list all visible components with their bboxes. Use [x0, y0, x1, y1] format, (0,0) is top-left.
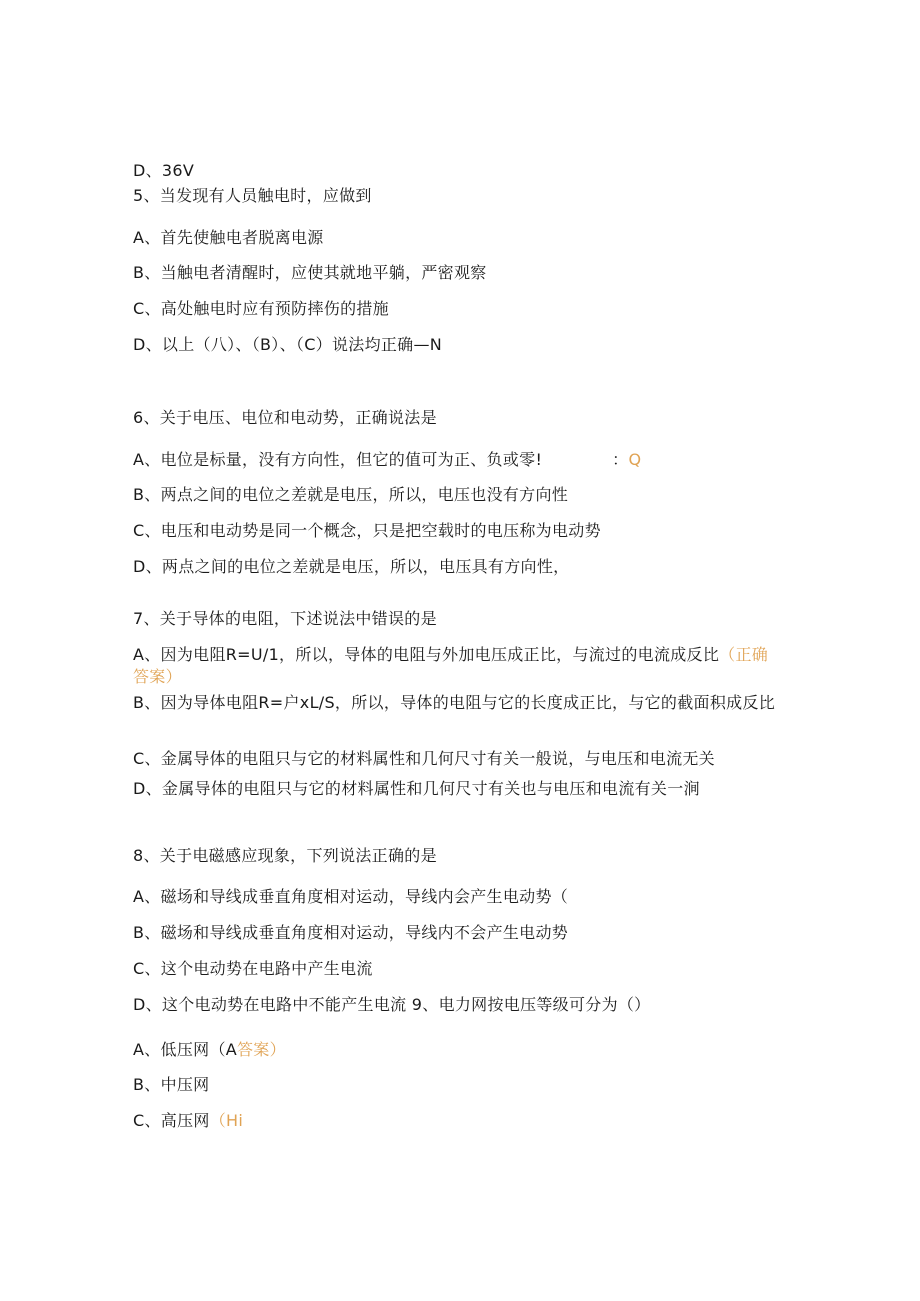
question-7: 7、关于导体的电阻，下述说法中错误的是: [133, 609, 437, 628]
option-a-q7: A、因为电阻R=U/1，所以，导体的电阻与外加电压成正比，与流过的电流成反比（正确答案）: [133, 645, 769, 686]
option-b-q6: B、两点之间的电位之差就是电压，所以，电压也没有方向性: [133, 485, 569, 504]
option-c-q9: C、高压网（Hi: [133, 1111, 244, 1130]
option-d-q8-and-question-9: D、这个电动势在电路中不能产生电流 9、电力网按电压等级可分为（）: [133, 995, 651, 1014]
option-a-q6: A、电位是标量，没有方向性，但它的值可为正、负或零! ：Q: [133, 450, 642, 469]
question-6: 6、关于电压、电位和电动势，正确说法是: [133, 408, 437, 427]
option-a-q5: A、首先使触电者脱离电源: [133, 228, 324, 247]
option-d-q6: D、两点之间的电位之差就是电压，所以，电压具有方向性，: [133, 557, 570, 576]
option-a-q8: A、磁场和导线成垂直角度相对运动，导线内会产生电动势（: [133, 887, 569, 906]
correct-answer-mark: （正确答案）: [133, 645, 769, 686]
answer-mark: 答案）: [237, 1040, 286, 1059]
option-d-q7: D、金属导体的电阻只与它的材料属性和几何尺寸有关也与电压和电流有关一涧: [133, 779, 700, 798]
option-c-q6: C、电压和电动势是同一个概念，只是把空载时的电压称为电动势: [133, 521, 601, 540]
option-c-q7: C、金属导体的电阻只与它的材料属性和几何尺寸有关一般说，与电压和电流无关: [133, 749, 715, 768]
question-8: 8、关于电磁感应现象，下列说法正确的是: [133, 846, 437, 865]
option-a-q9: A、低压网（A答案）: [133, 1040, 286, 1059]
option-b-q8: B、磁场和导线成垂直角度相对运动，导线内不会产生电动势: [133, 923, 569, 942]
answer-mark: （Hi: [209, 1111, 244, 1130]
option-d-q4: D、36V: [133, 161, 195, 180]
option-b-q5: B、当触电者清醒时，应使其就地平躺，严密观察: [133, 263, 487, 282]
option-c-q8: C、这个电动势在电路中产生电流: [133, 959, 373, 978]
option-b-q7: B、因为导体电阻R=户xL/S，所以，导体的电阻与它的长度成正比，与它的截面积成反比: [133, 693, 776, 712]
question-5: 5、当发现有人员触电时，应做到: [133, 186, 372, 205]
option-c-q5: C、高处触电时应有预防摔伤的措施: [133, 299, 389, 318]
option-b-q9: B、中压网: [133, 1075, 210, 1094]
answer-mark: Q: [628, 450, 642, 469]
option-d-q5: D、以上（八）、（B）、（C）说法均正确—N: [133, 335, 443, 354]
